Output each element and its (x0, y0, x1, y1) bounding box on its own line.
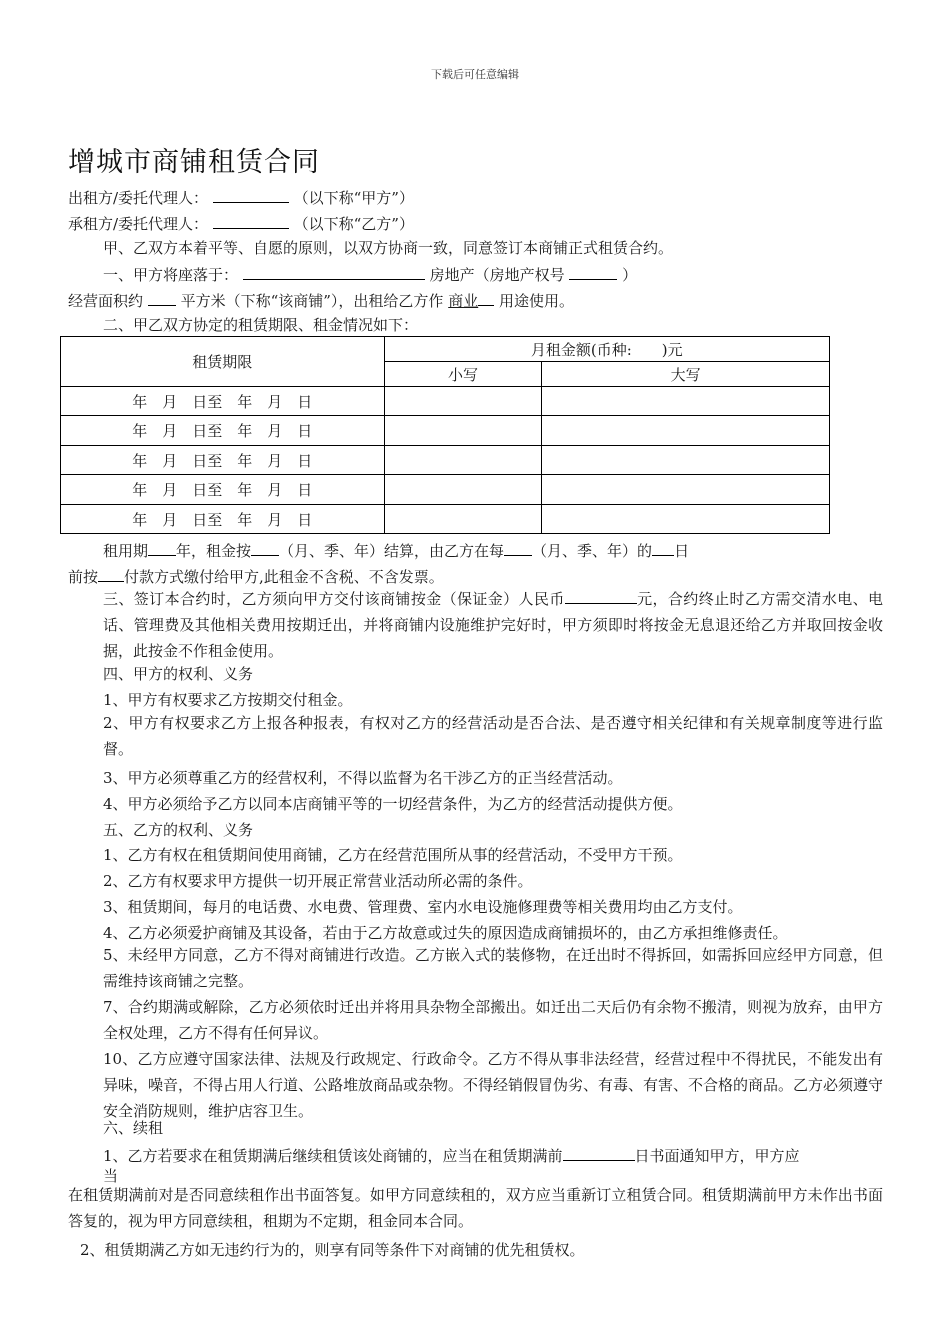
big-amount-header: 大写 (542, 362, 830, 387)
use-type: 商业 (448, 292, 479, 310)
small-amount-cell[interactable] (384, 505, 542, 534)
small-amount-cell[interactable] (384, 416, 542, 446)
clause5-item-10 (68, 1046, 883, 1124)
clause4-heading: 四、甲方的权利、义务 (103, 665, 254, 683)
document-title: 增城市商铺租赁合同 (68, 147, 320, 178)
clause6-item-1-body: 在租赁期满前对是否同意续租作出书面答复。如甲方同意续租的，双方应当重新订立租赁合同。租赁期满前甲方未作出书面答复的，视为甲方同意续租，租期为不定期，租金同本合同。 (68, 1186, 883, 1230)
clause4-item-1: 1、甲方有权要求乙方按期交付租金。 (103, 691, 353, 709)
lessor-line (68, 186, 414, 208)
clause5-item-7-text: 7、合约期满或解除，乙方必须依时迁出并将用具杂物全部搬出。如迁出二天后仍有余物不搬清，则视为放弃，由甲方全权处理，乙方不得有任何异议。 (103, 998, 883, 1042)
lessor-label: 出租方/委托代理人： (68, 189, 209, 207)
deposit-amount-blank[interactable] (565, 587, 637, 604)
lessor-name-blank[interactable] (213, 186, 289, 203)
clause5-item-2: 2、乙方有权要求甲方提供一切开展正常营业活动所必需的条件。 (103, 872, 533, 890)
lease-term-label: 租用期 (103, 542, 149, 560)
use-suffix: 用途使用。 (499, 292, 575, 310)
settlement-label: 年，租金按 (176, 542, 252, 560)
big-amount-cell[interactable] (542, 387, 830, 416)
lessee-label: 承租方/委托代理人： (68, 215, 209, 233)
table-row (61, 416, 830, 446)
lease-years-blank[interactable] (148, 539, 176, 556)
clause5-item-5-text: 5、未经甲方同意，乙方不得对商铺进行改造。乙方嵌入式的装修物，在迁出时不得拆回，如需拆回应经甲方同意，但需维持该商铺之完整。 (103, 946, 883, 990)
table-row (61, 387, 830, 416)
period-cell: 年 月 日至 年 月 日 (61, 446, 385, 475)
clause3-paragraph (68, 586, 883, 664)
notice-days-blank[interactable] (563, 1144, 635, 1161)
table-row (61, 505, 830, 534)
clause6-item-1-line1 (103, 1144, 800, 1166)
property-number-blank[interactable] (569, 263, 617, 280)
clause4-item-2-text: 2、甲方有权要求乙方上报各种报表，有权对乙方的经营活动是否合法、是否遵守相关纪律和有关规章制度等进行监督。 (103, 714, 883, 758)
clause5-item-4: 4、乙方必须爱护商铺及其设备，若由于乙方故意或过失的原因造成商铺损坏的，由乙方承担维修责任。 (103, 924, 788, 942)
clause1-line1 (103, 263, 637, 285)
clause5-heading: 五、乙方的权利、义务 (103, 821, 254, 839)
deposit-text: 元，合约终止时乙方需交清水电、电话、管理费及其他相关费用按期迁出，并将商铺内设施维护完好时，甲方须即时将按金无息退还给乙方并取回按金收据，此按金不作租金使用。 (103, 590, 883, 660)
clause5-item-5 (68, 942, 883, 994)
area-blank[interactable] (148, 289, 176, 306)
clause4-item-4: 4、甲方必须给予乙方以同本店商铺平等的一切经营条件，为乙方的经营活动提供方便。 (103, 795, 683, 813)
use-blank[interactable] (478, 289, 494, 306)
clause1-close-paren: ） (622, 266, 638, 284)
period-cell: 年 月 日至 年 月 日 (61, 387, 385, 416)
settlement-period-blank[interactable] (251, 539, 279, 556)
big-amount-cell[interactable] (542, 446, 830, 475)
rent-terms-line1 (103, 539, 689, 561)
clause4-item-2 (68, 710, 883, 762)
payment-day-label: （月、季、年）的 (532, 542, 653, 560)
clause1-property-label: 房地产（房地产权号 (429, 266, 565, 284)
day-unit: 日 (674, 542, 690, 560)
lessee-suffix: （以下称“乙方”） (293, 215, 414, 233)
rent-terms-line2 (68, 565, 444, 587)
big-amount-cell[interactable] (542, 505, 830, 534)
rent-header: 月租金额(币种: )元 (384, 337, 829, 362)
area-suffix: 平方米（下称“该商铺”），出租给乙方作 (180, 292, 444, 310)
area-label: 经营面积约 (68, 292, 144, 310)
payment-method-blank[interactable] (98, 565, 124, 582)
page-header: 下载后可任意编辑 (431, 68, 519, 81)
table-row (61, 446, 830, 475)
clause2-heading: 二、甲乙双方协定的租赁期限、租金情况如下： (103, 316, 419, 334)
lessee-name-blank[interactable] (213, 212, 289, 229)
period-cell: 年 月 日至 年 月 日 (61, 505, 385, 534)
clause4-item-3: 3、甲方必须尊重乙方的经营权利，不得以监督为名干涉乙方的正当经营活动。 (103, 769, 623, 787)
renewal-notice-text: 日书面通知甲方，甲方应 (634, 1147, 800, 1165)
big-amount-cell[interactable] (542, 475, 830, 505)
location-blank[interactable] (243, 263, 425, 280)
payment-each-label: （月、季、年）结算，由乙方在每 (279, 542, 505, 560)
payment-period-blank[interactable] (504, 539, 532, 556)
clause5-item-1: 1、乙方有权在租赁期间使用商铺，乙方在经营范围所从事的经营活动，不受甲方干预。 (103, 846, 683, 864)
small-amount-cell[interactable] (384, 475, 542, 505)
clause6-item-1-line2: 当 (103, 1167, 119, 1185)
lessee-line (68, 212, 414, 234)
clause6-item-2: 2、租赁期满乙方如无违约行为的，则享有同等条件下对商铺的优先租赁权。 (80, 1241, 585, 1259)
clause1-location-label: 一、甲方将座落于： (103, 266, 239, 284)
rent-table (60, 336, 830, 534)
intro-paragraph: 甲、乙双方本着平等、自愿的原则，以双方协商一致，同意签订本商铺正式租赁合约。 (103, 239, 674, 257)
deposit-label: 三、签订本合约时，乙方须向甲方交付该商铺按金（保证金）人民币 (103, 590, 565, 608)
payment-method-text: 付款方式缴付给甲方,此租金不含税、不含发票。 (124, 568, 444, 586)
small-amount-cell[interactable] (384, 387, 542, 416)
period-cell: 年 月 日至 年 月 日 (61, 416, 385, 446)
clause1-line2 (68, 289, 574, 311)
payment-day-blank[interactable] (652, 539, 674, 556)
clause6-heading: 六、续租 (103, 1119, 164, 1137)
clause5-item-10-text: 10、乙方应遵守国家法律、法规及行政规定、行政命令。乙方不得从事非法经营，经营过程中不得扰民，不能发出有异味，噪音，不得占用人行道、公路堆放商品或杂物。不得经销假冒伪劣、有毒、有害、不合格的商品。乙方必须遵守安全消防规则，维护店容卫生。 (103, 1050, 884, 1120)
clause5-item-7 (68, 994, 883, 1046)
small-amount-cell[interactable] (384, 446, 542, 475)
table-row (61, 475, 830, 505)
payment-method-label: 前按 (68, 568, 99, 586)
small-amount-header: 小写 (384, 362, 542, 387)
big-amount-cell[interactable] (542, 416, 830, 446)
clause5-item-3: 3、租赁期间，每月的电话费、水电费、管理费、室内水电设施修理费等相关费用均由乙方支付。 (103, 898, 743, 916)
renewal-notice-label: 1、乙方若要求在租赁期满后继续租赁该处商铺的，应当在租赁期满前 (103, 1147, 563, 1165)
period-cell: 年 月 日至 年 月 日 (61, 475, 385, 505)
period-header: 租赁期限 (61, 337, 385, 387)
lessor-suffix: （以下称“甲方”） (293, 189, 414, 207)
